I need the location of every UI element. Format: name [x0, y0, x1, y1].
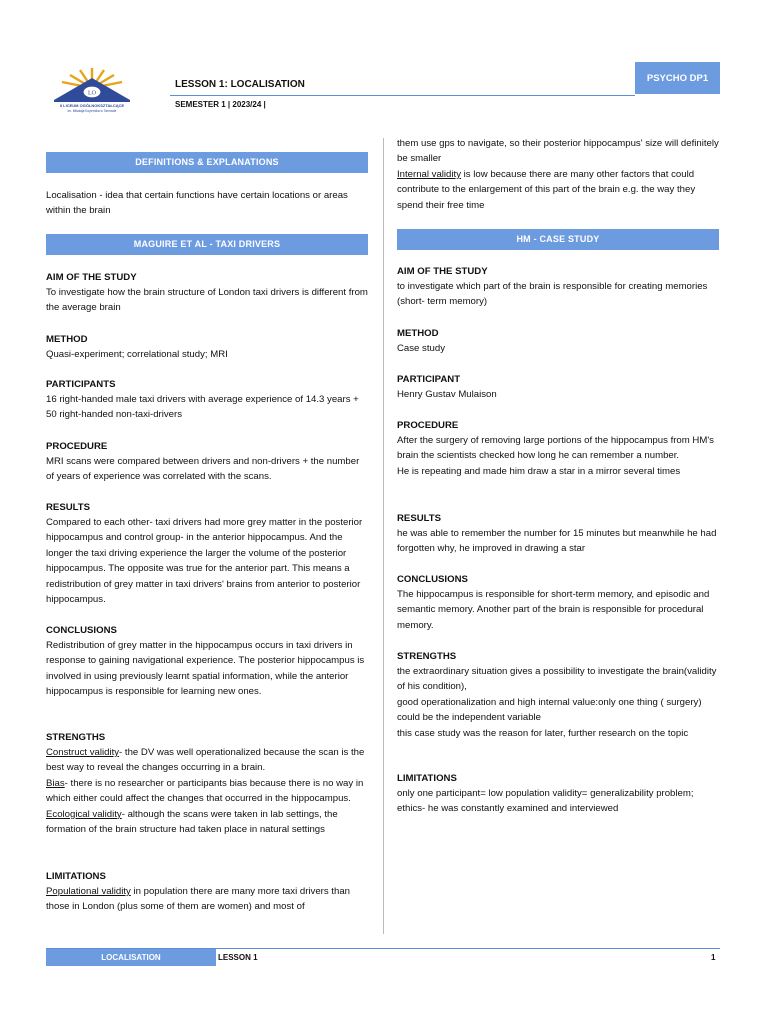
aim-text: to investigate which part of the brain is responsible for creating memories (short- term memory) — [397, 281, 708, 308]
page-title: LESSON 1: LOCALISATION — [175, 79, 305, 90]
course-badge: PSYCHO DP1 — [635, 62, 720, 94]
aim-text: To investigate how the brain structure of London taxi drivers is different from the average brain — [46, 287, 368, 314]
column-divider — [383, 138, 384, 934]
strengths-list — [397, 664, 719, 741]
conclusions-heading: CONCLUSIONS — [397, 574, 468, 585]
limitation-item: Populational validity in population there are many more taxi drivers than those in London (plus some of them are women) and most of — [46, 886, 350, 913]
footer-lesson: LESSON 1 — [218, 953, 258, 962]
results-text: he was able to remember the number for 15 minutes but meanwhile he had forgotten why, he improved in drawing a star — [397, 528, 717, 555]
school-logo — [50, 66, 134, 116]
conclusions-text: The hippocampus is responsible for short-term memory, and episodic and semantic memory. Another part of the brain is responsible for procedural memory. — [397, 589, 710, 631]
strength-item: this case study was the reason for later, further research on the topic — [397, 727, 689, 739]
aim-heading: AIM OF THE STUDY — [46, 272, 137, 283]
procedure-heading: PROCEDURE — [46, 441, 108, 452]
procedure-text: After the surgery of removing large portions of the hippocampus from HM's brain the scientists checked how long he can remember a number. He is repeating and made him draw a star in a mirror several times — [397, 435, 714, 477]
participants-text: 16 right-handed male taxi drivers with average experience of 14.3 years + 50 right-handed non-taxi-drivers — [46, 394, 359, 421]
results-heading: RESULTS — [397, 513, 442, 524]
participant-text: Henry Gustav Mulaison — [397, 389, 497, 400]
definition-text: Localisation - idea that certain functions have certain locations or areas within the brain — [46, 190, 348, 217]
method-heading: METHOD — [46, 334, 88, 345]
maguire-heading: MAGUIRE ET AL - TAXI DRIVERS — [46, 234, 368, 255]
strength-item: Construct validity- the DV was well operationalized because the scan is the best way to reveal the changes occurring in a brain. — [46, 747, 365, 774]
limitation-term: Internal validity — [397, 168, 461, 180]
svg-text:LO: LO — [88, 90, 96, 97]
method-text: Case study — [397, 343, 445, 354]
logo-text: II LICEUM OGÓLNOKSZTAŁCĄCE — [59, 103, 125, 108]
strength-item: Ecological validity- although the scans were taken in lab settings, the formation of the brain structure had taken place in natural settings — [46, 808, 338, 836]
procedure-heading: PROCEDURE — [397, 420, 459, 431]
aim-heading: AIM OF THE STUDY — [397, 266, 488, 277]
strengths-heading: STRENGTHS — [397, 651, 457, 662]
limitation-item: Internal validity is low because there are many other factors that could contribute to the enlargement of this part of the brain e.g. the way they spend their free time — [397, 168, 696, 211]
header-divider — [170, 95, 635, 96]
results-text: Compared to each other- taxi drivers had more grey matter in the posterior hippocampus and control group- in the anterior hippocampus. And the longer the taxi driving experience the larger the volume of the posterior hippocampus. The opposite was true for the anterior part. This means a redistribution of grey matter in taxi drivers' brains from anterior to posterior hippocampus. — [46, 517, 363, 606]
strength-term: Bias — [46, 777, 65, 789]
logo-subtext: im. Mikołaja Kopernika w Tarnowie — [67, 109, 117, 113]
strength-item: Bias- there is no researcher or participants bias because there is no way in which either could affect the changes that occurred in the hippocampus. — [46, 777, 364, 805]
participant-heading: PARTICIPANT — [397, 374, 461, 385]
page-number: 1 — [711, 953, 716, 962]
limitations-text: only one participant= low population validity= generalizability problem; ethics- he was constantly examined and interviewed — [397, 788, 694, 815]
strengths-list — [46, 745, 368, 837]
strengths-heading: STRENGTHS — [46, 732, 106, 743]
procedure-text: MRI scans were compared between drivers and non-drivers + the number of years of experience was correlated with the scans. — [46, 456, 360, 483]
strength-term: Ecological validity — [46, 808, 122, 820]
conclusions-heading: CONCLUSIONS — [46, 625, 117, 636]
strength-term: Construct validity — [46, 747, 120, 758]
limitation-term: Populational validity — [46, 886, 131, 897]
participants-heading: PARTICIPANTS — [46, 379, 116, 390]
method-text: Quasi-experiment; correlational study; MRI — [46, 349, 228, 360]
strength-item: good operationalization and high internal value:only one thing ( surgery) could be the independent variable — [397, 696, 702, 724]
hm-heading: HM - CASE STUDY — [397, 229, 719, 250]
conclusions-text: Redistribution of grey matter in the hippocampus occurs in taxi drivers in response to gaining navigational experience. The posterior hippocampus is involved in using previously learnt spatial information, while the anterior hippocampus is responsible for learning new ones. — [46, 640, 365, 698]
semester-label: SEMESTER 1 | 2023/24 | — [175, 100, 266, 109]
strength-item: the extraordinary situation gives a possibility to investigate the brain(validity of his condition), — [397, 666, 717, 693]
limitations-heading: LIMITATIONS — [46, 871, 106, 882]
limitations-continued: them use gps to navigate, so their posterior hippocampus' size will definitely be smaller Internal validity is low because there are many other factors that could contribute to the enlargement of this part of the brain e.g. the way they spend their free time — [397, 136, 719, 213]
method-heading: METHOD — [397, 328, 439, 339]
limitations-heading: LIMITATIONS — [397, 773, 457, 784]
results-heading: RESULTS — [46, 502, 91, 513]
footer-section: LOCALISATION — [46, 949, 216, 966]
definitions-heading: DEFINITIONS & EXPLANATIONS — [46, 152, 368, 173]
